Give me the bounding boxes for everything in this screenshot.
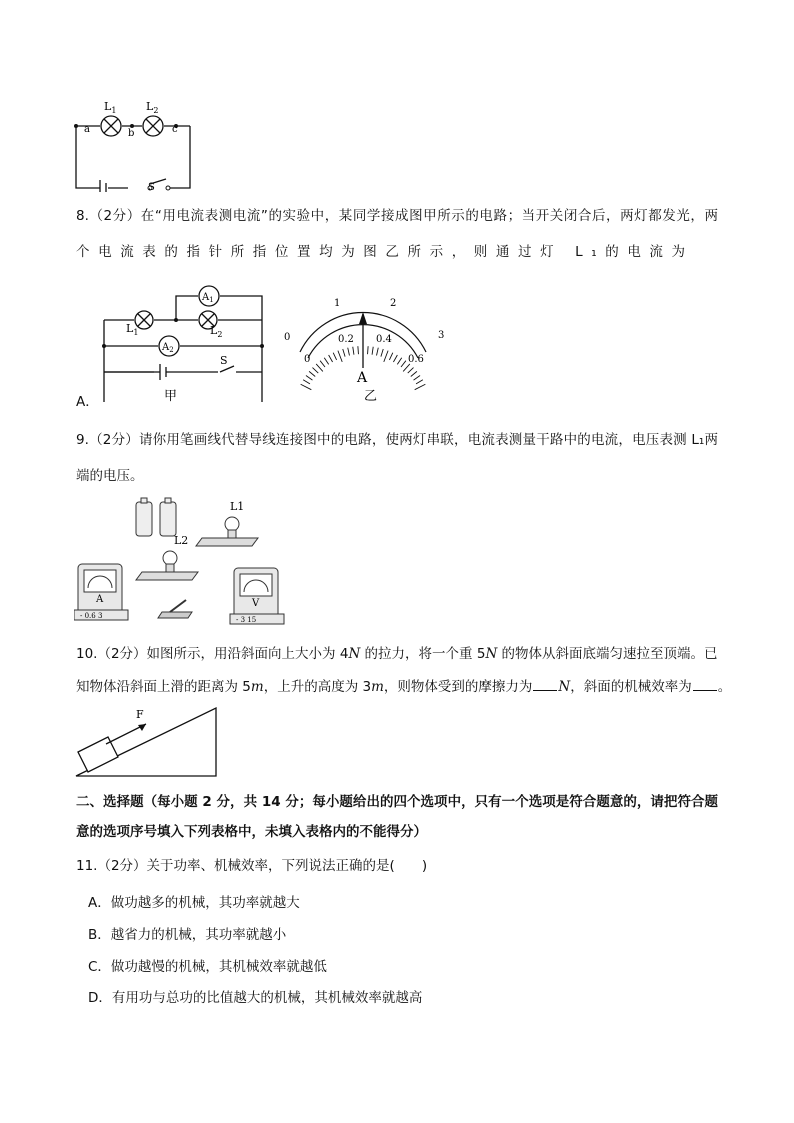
- voltmeter-label: V: [252, 598, 260, 609]
- dial-tick: [353, 347, 354, 355]
- q7-a-label: a: [84, 124, 90, 135]
- dial-tick: [303, 380, 310, 384]
- scale-top-1: 1: [334, 298, 341, 309]
- dial-tick: [306, 375, 313, 380]
- q8-stem-line2: 个电流表的指针所指位置均为图乙所示，则通过灯 L₁的电流为: [76, 244, 694, 260]
- q7-circuit-figure: [70, 96, 200, 192]
- dial-tick: [384, 351, 388, 362]
- q11-option-c[interactable]: C．做功越慢的机械，其机械效率就越低: [88, 959, 327, 975]
- scale-top-0: 0: [284, 332, 291, 343]
- voltmeter-terminals: - 3 15: [236, 616, 257, 624]
- switch-icon: [158, 600, 192, 618]
- q8-a2-label: $A_2$: [162, 342, 174, 354]
- q9-stem-line1: 9.（2分）请你用笔画线代替导线连接图中的电路，使两灯串联，电流表测量干路中的电流，电压表测 L₁两: [76, 432, 718, 448]
- q8-l1-label: $L_1$: [126, 322, 139, 337]
- q8-jia-caption: 甲: [164, 389, 178, 404]
- dial-tick: [301, 384, 312, 389]
- scale-top-3: 3: [438, 330, 445, 341]
- q10-efficiency-blank[interactable]: [693, 678, 717, 691]
- dial-tick: [372, 347, 373, 355]
- q8-circuit-jia: [100, 284, 270, 404]
- dial-tick: [316, 364, 323, 371]
- scale-top-2: 2: [390, 298, 397, 309]
- q7-s-label: S: [148, 182, 155, 192]
- dial-tick: [403, 364, 410, 371]
- q8-meter-yi: [278, 296, 448, 406]
- q8-a1-label: $A_1$: [202, 292, 214, 304]
- force-label: F: [136, 708, 144, 721]
- q11-option-a[interactable]: A．做功越多的机械，其功率就越大: [88, 895, 300, 911]
- ammeter-label: A: [96, 594, 104, 605]
- section2-heading-line2: 意的选项序号填入下列表格中，未填入表格内的不能得分）: [76, 824, 427, 840]
- q10-friction-blank[interactable]: [533, 678, 557, 691]
- q8-yi-caption: 乙: [364, 389, 378, 404]
- dial-tick: [309, 371, 315, 376]
- dial-tick: [312, 368, 318, 374]
- meter-unit: A: [357, 370, 368, 386]
- dial-tick: [338, 351, 342, 362]
- lamp-l2-icon: [136, 551, 198, 580]
- q9-stem-line2: 端的电压。: [76, 468, 144, 484]
- q8-stem-line1: 8.（2分）在“用电流表测电流”的实验中，某同学接成图甲所示的电路；当开关闭合后，两灯都发光，两: [76, 208, 718, 224]
- dial-tick: [324, 358, 328, 365]
- block: [78, 737, 118, 772]
- scale-bottom-1: 0.2: [338, 334, 354, 345]
- dial-tick: [389, 353, 392, 360]
- q8-answer-label: A．: [76, 394, 99, 410]
- dial-tick: [343, 349, 345, 357]
- dial-tick: [377, 348, 379, 356]
- dial-tick: [397, 358, 401, 365]
- dial-tick: [381, 349, 383, 357]
- q7-l1-label: $L_1$: [104, 100, 117, 115]
- q9-l2-label: L2: [174, 534, 189, 547]
- dial-tick: [416, 380, 423, 384]
- q8-l2-label: $L_2$: [210, 324, 223, 339]
- q11-option-b[interactable]: B．越省力的机械，其功率就越小: [88, 927, 287, 943]
- dial-tick: [368, 346, 369, 354]
- q7-c-label: c: [172, 124, 178, 135]
- q10-stem-line1: 10.（2分）如图所示，用沿斜面向上大小为 4N 的拉力，将一个重 5N 的物体从斜面底端匀速拉至顶端。已: [76, 646, 718, 662]
- lamp-l1-icon: [196, 517, 258, 546]
- scale-bottom-2: 0.4: [376, 334, 392, 345]
- section2-heading-line1: 二、选择题（每小题 2 分，共 14 分；每小题给出的四个选项中，只有一个选项是符合题意的，请把符合题: [76, 794, 718, 810]
- dial-tick: [415, 384, 426, 389]
- dial-tick: [358, 346, 359, 354]
- dial-tick: [329, 355, 333, 362]
- dial-tick: [414, 375, 421, 380]
- scale-bottom-0: 0: [304, 354, 311, 365]
- q10-stem-line2: 知物体沿斜面上滑的距离为 5m，上升的高度为 3m，则物体受到的摩擦力为 N，斜面的机械效率为 。: [76, 679, 732, 695]
- battery-icon: [136, 498, 176, 536]
- q7-b-label: b: [128, 128, 135, 139]
- q10-incline-figure: [74, 704, 224, 784]
- q8-s-label: S: [220, 354, 228, 367]
- q11-stem: 11.（2分）关于功率、机械效率，下列说法正确的是( ): [76, 858, 428, 874]
- dial-tick: [408, 368, 414, 374]
- q9-l1-label: L1: [230, 500, 245, 513]
- dial-tick: [411, 371, 417, 376]
- q7-l2-label: $L_2$: [146, 100, 159, 115]
- dial-tick: [393, 355, 397, 362]
- dial-tick: [401, 361, 406, 367]
- dial-tick: [333, 353, 336, 360]
- dial-tick: [320, 361, 325, 367]
- ammeter-terminals: - 0.6 3: [80, 612, 103, 620]
- dial-tick: [348, 348, 350, 356]
- scale-bottom-3: 0.6: [408, 354, 424, 365]
- q11-option-d[interactable]: D．有用功与总功的比值越大的机械，其机械效率就越高: [88, 990, 423, 1006]
- q9-components-figure: [74, 494, 314, 634]
